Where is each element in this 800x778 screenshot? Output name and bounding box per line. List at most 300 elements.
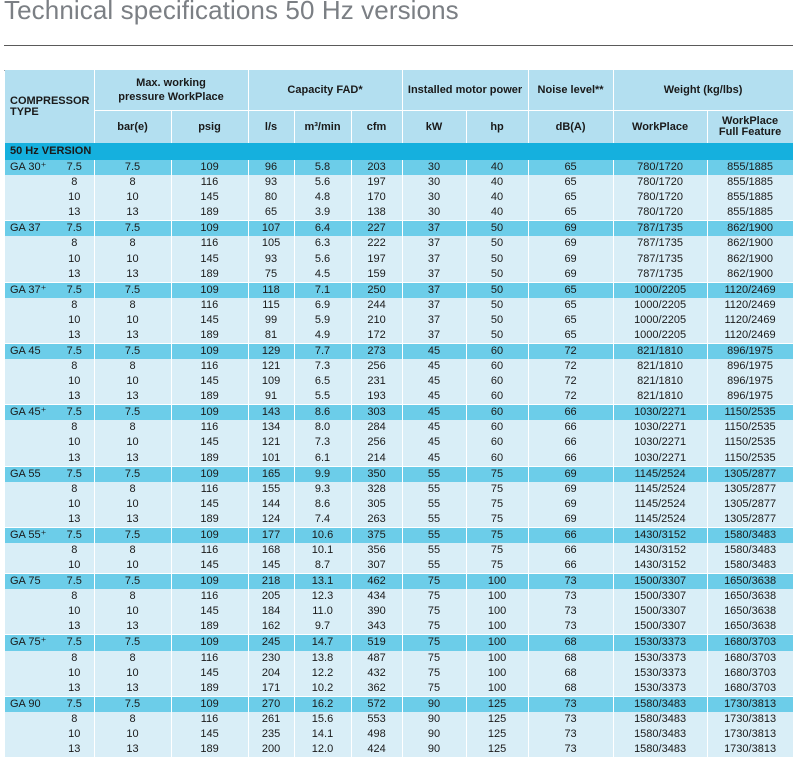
weight-workplace-cell: 1580/3483 bbox=[613, 727, 707, 742]
cfm-cell: 227 bbox=[351, 221, 402, 237]
weight-workplace-cell: 1430/3152 bbox=[613, 527, 707, 543]
hp-cell: 125 bbox=[466, 712, 528, 727]
weight-workplace-cell: 787/1735 bbox=[613, 236, 707, 251]
bar-cell: 7.5 bbox=[94, 527, 171, 543]
subheader-cfm: cfm bbox=[351, 111, 402, 144]
ls-cell: 145 bbox=[248, 558, 294, 574]
header-noise: Noise level** bbox=[528, 70, 613, 111]
m3min-cell: 5.8 bbox=[294, 160, 351, 175]
weight-workplace-cell: 1145/2524 bbox=[613, 497, 707, 512]
compressor-type-cell bbox=[5, 558, 55, 574]
weight-full-feature-cell: 855/1885 bbox=[707, 190, 793, 205]
weight-workplace-cell: 1030/2271 bbox=[613, 420, 707, 435]
psig-cell: 145 bbox=[171, 190, 248, 205]
table-row bbox=[5, 635, 793, 651]
compressor-type-cell: GA 75⁺ bbox=[5, 635, 55, 651]
m3min-cell: 5.6 bbox=[294, 251, 351, 266]
cfm-cell: 305 bbox=[351, 497, 402, 512]
m3min-cell: 14.7 bbox=[294, 635, 351, 651]
weight-full-feature-cell: 862/1900 bbox=[707, 236, 793, 251]
compressor-type-cell bbox=[5, 742, 55, 757]
hp-cell: 40 bbox=[466, 160, 528, 175]
weight-workplace-cell: 821/1810 bbox=[613, 343, 707, 359]
weight-full-feature-cell: 1580/3483 bbox=[707, 527, 793, 543]
compressor-type-cell bbox=[5, 666, 55, 681]
hp-cell: 75 bbox=[466, 512, 528, 528]
bar-cell: 10 bbox=[94, 666, 171, 681]
table-row bbox=[5, 405, 793, 421]
cfm-cell: 434 bbox=[351, 589, 402, 604]
kw-cell: 90 bbox=[402, 712, 466, 727]
bar-cell: 10 bbox=[94, 190, 171, 205]
weight-full-feature-cell: 1120/2469 bbox=[707, 328, 793, 344]
hp-cell: 60 bbox=[466, 420, 528, 435]
bar-cell: 8 bbox=[94, 712, 171, 727]
m3min-cell: 6.1 bbox=[294, 450, 351, 466]
type-pressure-cell: 13 bbox=[55, 389, 94, 405]
table-row bbox=[5, 558, 793, 574]
table-row bbox=[5, 619, 793, 635]
weight-full-feature-cell: 1680/3703 bbox=[707, 651, 793, 666]
dba-cell: 73 bbox=[528, 727, 613, 742]
hp-cell: 50 bbox=[466, 251, 528, 266]
table-row bbox=[5, 190, 793, 205]
header-capacity: Capacity FAD* bbox=[248, 70, 402, 111]
psig-cell: 145 bbox=[171, 727, 248, 742]
type-pressure-cell: 13 bbox=[55, 619, 94, 635]
psig-cell: 189 bbox=[171, 619, 248, 635]
bar-cell: 13 bbox=[94, 267, 171, 283]
hp-cell: 50 bbox=[466, 328, 528, 344]
psig-cell: 116 bbox=[171, 651, 248, 666]
psig-cell: 145 bbox=[171, 251, 248, 266]
kw-cell: 75 bbox=[402, 604, 466, 619]
psig-cell: 189 bbox=[171, 328, 248, 344]
hp-cell: 60 bbox=[466, 389, 528, 405]
hp-cell: 40 bbox=[466, 205, 528, 221]
table-row bbox=[5, 681, 793, 697]
weight-full-feature-cell: 1650/3638 bbox=[707, 604, 793, 619]
psig-cell: 189 bbox=[171, 681, 248, 697]
ls-cell: 218 bbox=[248, 574, 294, 590]
weight-full-feature-cell: 1680/3703 bbox=[707, 681, 793, 697]
weight-full-feature-cell: 1120/2469 bbox=[707, 298, 793, 313]
weight-workplace-cell: 1580/3483 bbox=[613, 742, 707, 757]
m3min-cell: 10.1 bbox=[294, 543, 351, 558]
table-row bbox=[5, 466, 793, 482]
compressor-type-cell bbox=[5, 298, 55, 313]
subheader-hp: hp bbox=[466, 111, 528, 144]
ls-cell: 115 bbox=[248, 298, 294, 313]
weight-workplace-cell: 780/1720 bbox=[613, 160, 707, 175]
kw-cell: 90 bbox=[402, 696, 466, 712]
m3min-cell: 13.1 bbox=[294, 574, 351, 590]
table-header bbox=[5, 70, 793, 143]
compressor-type-cell: GA 37⁺ bbox=[5, 282, 55, 298]
weight-workplace-cell: 1530/3373 bbox=[613, 635, 707, 651]
ls-cell: 101 bbox=[248, 450, 294, 466]
bar-cell: 7.5 bbox=[94, 466, 171, 482]
table-row bbox=[5, 251, 793, 266]
m3min-cell: 4.8 bbox=[294, 190, 351, 205]
compressor-type-cell: GA 55 bbox=[5, 466, 55, 482]
ls-cell: 162 bbox=[248, 619, 294, 635]
bar-cell: 8 bbox=[94, 420, 171, 435]
subheader-psig: psig bbox=[171, 111, 248, 144]
ls-cell: 168 bbox=[248, 543, 294, 558]
hp-cell: 40 bbox=[466, 190, 528, 205]
table-body bbox=[5, 143, 793, 757]
type-pressure-cell: 10 bbox=[55, 727, 94, 742]
table-row bbox=[5, 374, 793, 389]
m3min-cell: 7.1 bbox=[294, 282, 351, 298]
type-pressure-cell: 7.5 bbox=[55, 282, 94, 298]
kw-cell: 37 bbox=[402, 221, 466, 237]
kw-cell: 37 bbox=[402, 298, 466, 313]
cfm-cell: 193 bbox=[351, 389, 402, 405]
hp-cell: 75 bbox=[466, 466, 528, 482]
type-pressure-cell: 7.5 bbox=[55, 696, 94, 712]
dba-cell: 72 bbox=[528, 389, 613, 405]
m3min-cell: 15.6 bbox=[294, 712, 351, 727]
weight-workplace-cell: 780/1720 bbox=[613, 175, 707, 190]
cfm-cell: 375 bbox=[351, 527, 402, 543]
hp-cell: 75 bbox=[466, 497, 528, 512]
m3min-cell: 4.9 bbox=[294, 328, 351, 344]
hp-cell: 100 bbox=[466, 604, 528, 619]
psig-cell: 116 bbox=[171, 359, 248, 374]
table-row bbox=[5, 482, 793, 497]
weight-workplace-cell: 1580/3483 bbox=[613, 712, 707, 727]
kw-cell: 75 bbox=[402, 619, 466, 635]
weight-workplace-cell: 780/1720 bbox=[613, 205, 707, 221]
weight-workplace-cell: 787/1735 bbox=[613, 221, 707, 237]
title-rule bbox=[4, 45, 793, 46]
type-pressure-cell: 7.5 bbox=[55, 221, 94, 237]
psig-cell: 116 bbox=[171, 712, 248, 727]
bar-cell: 8 bbox=[94, 651, 171, 666]
weight-full-feature-cell: 1120/2469 bbox=[707, 313, 793, 328]
psig-cell: 145 bbox=[171, 666, 248, 681]
weight-full-feature-cell: 1580/3483 bbox=[707, 558, 793, 574]
dba-cell: 73 bbox=[528, 742, 613, 757]
compressor-type-cell bbox=[5, 681, 55, 697]
m3min-cell: 8.6 bbox=[294, 405, 351, 421]
weight-full-feature-cell: 1650/3638 bbox=[707, 574, 793, 590]
m3min-cell: 11.0 bbox=[294, 604, 351, 619]
compressor-type-cell: GA 75 bbox=[5, 574, 55, 590]
ls-cell: 230 bbox=[248, 651, 294, 666]
hp-cell: 50 bbox=[466, 236, 528, 251]
cfm-cell: 572 bbox=[351, 696, 402, 712]
cfm-cell: 159 bbox=[351, 267, 402, 283]
compressor-type-cell bbox=[5, 619, 55, 635]
compressor-type-cell bbox=[5, 389, 55, 405]
weight-full-feature-cell: 1305/2877 bbox=[707, 482, 793, 497]
hp-cell: 40 bbox=[466, 175, 528, 190]
type-pressure-cell: 8 bbox=[55, 236, 94, 251]
bar-cell: 13 bbox=[94, 205, 171, 221]
dba-cell: 72 bbox=[528, 343, 613, 359]
table-row bbox=[5, 282, 793, 298]
table-row bbox=[5, 420, 793, 435]
compressor-type-cell: GA 45 bbox=[5, 343, 55, 359]
m3min-cell: 10.6 bbox=[294, 527, 351, 543]
kw-cell: 37 bbox=[402, 251, 466, 266]
compressor-type-cell bbox=[5, 175, 55, 190]
dba-cell: 65 bbox=[528, 205, 613, 221]
weight-full-feature-cell: 1650/3638 bbox=[707, 589, 793, 604]
m3min-cell: 3.9 bbox=[294, 205, 351, 221]
subheader-full-feature: WorkPlace Full Feature bbox=[707, 111, 793, 144]
compressor-type-cell bbox=[5, 482, 55, 497]
table-row bbox=[5, 666, 793, 681]
dba-cell: 66 bbox=[528, 558, 613, 574]
hp-cell: 50 bbox=[466, 298, 528, 313]
type-pressure-cell: 8 bbox=[55, 175, 94, 190]
dba-cell: 69 bbox=[528, 221, 613, 237]
bar-cell: 10 bbox=[94, 313, 171, 328]
bar-cell: 8 bbox=[94, 589, 171, 604]
cfm-cell: 210 bbox=[351, 313, 402, 328]
dba-cell: 69 bbox=[528, 236, 613, 251]
subheader-kw: kW bbox=[402, 111, 466, 144]
psig-cell: 116 bbox=[171, 175, 248, 190]
weight-full-feature-cell: 1680/3703 bbox=[707, 666, 793, 681]
cfm-cell: 214 bbox=[351, 450, 402, 466]
weight-full-feature-cell: 896/1975 bbox=[707, 389, 793, 405]
cfm-cell: 250 bbox=[351, 282, 402, 298]
dba-cell: 69 bbox=[528, 267, 613, 283]
table-row bbox=[5, 450, 793, 466]
dba-cell: 69 bbox=[528, 512, 613, 528]
type-pressure-cell: 13 bbox=[55, 205, 94, 221]
table-row bbox=[5, 712, 793, 727]
bar-cell: 8 bbox=[94, 236, 171, 251]
weight-full-feature-cell: 896/1975 bbox=[707, 359, 793, 374]
m3min-cell: 16.2 bbox=[294, 696, 351, 712]
cfm-cell: 362 bbox=[351, 681, 402, 697]
kw-cell: 37 bbox=[402, 236, 466, 251]
kw-cell: 37 bbox=[402, 267, 466, 283]
psig-cell: 189 bbox=[171, 742, 248, 757]
kw-cell: 55 bbox=[402, 558, 466, 574]
psig-cell: 145 bbox=[171, 604, 248, 619]
bar-cell: 7.5 bbox=[94, 635, 171, 651]
kw-cell: 75 bbox=[402, 635, 466, 651]
weight-workplace-cell: 821/1810 bbox=[613, 374, 707, 389]
cfm-cell: 284 bbox=[351, 420, 402, 435]
dba-cell: 68 bbox=[528, 651, 613, 666]
type-pressure-cell: 10 bbox=[55, 251, 94, 266]
weight-workplace-cell: 1000/2205 bbox=[613, 282, 707, 298]
kw-cell: 55 bbox=[402, 527, 466, 543]
kw-cell: 90 bbox=[402, 742, 466, 757]
type-pressure-cell: 8 bbox=[55, 651, 94, 666]
subheader-workplace: WorkPlace bbox=[613, 111, 707, 144]
bar-cell: 7.5 bbox=[94, 282, 171, 298]
psig-cell: 109 bbox=[171, 574, 248, 590]
m3min-cell: 8.6 bbox=[294, 497, 351, 512]
type-pressure-cell: 13 bbox=[55, 450, 94, 466]
bar-cell: 13 bbox=[94, 512, 171, 528]
compressor-type-cell bbox=[5, 374, 55, 389]
dba-cell: 68 bbox=[528, 635, 613, 651]
compressor-type-cell: GA 45⁺ bbox=[5, 405, 55, 421]
psig-cell: 116 bbox=[171, 420, 248, 435]
dba-cell: 73 bbox=[528, 589, 613, 604]
bar-cell: 10 bbox=[94, 435, 171, 450]
weight-full-feature-cell: 1580/3483 bbox=[707, 543, 793, 558]
dba-cell: 65 bbox=[528, 298, 613, 313]
dba-cell: 73 bbox=[528, 712, 613, 727]
kw-cell: 90 bbox=[402, 727, 466, 742]
ls-cell: 118 bbox=[248, 282, 294, 298]
ls-cell: 109 bbox=[248, 374, 294, 389]
weight-full-feature-cell: 896/1975 bbox=[707, 374, 793, 389]
table-row bbox=[5, 389, 793, 405]
psig-cell: 116 bbox=[171, 298, 248, 313]
weight-full-feature-cell: 1120/2469 bbox=[707, 282, 793, 298]
bar-cell: 13 bbox=[94, 328, 171, 344]
ls-cell: 144 bbox=[248, 497, 294, 512]
kw-cell: 45 bbox=[402, 374, 466, 389]
dba-cell: 65 bbox=[528, 160, 613, 175]
cfm-cell: 350 bbox=[351, 466, 402, 482]
type-pressure-cell: 8 bbox=[55, 359, 94, 374]
type-pressure-cell: 10 bbox=[55, 190, 94, 205]
cfm-cell: 172 bbox=[351, 328, 402, 344]
table-row bbox=[5, 236, 793, 251]
type-pressure-cell: 10 bbox=[55, 497, 94, 512]
psig-cell: 145 bbox=[171, 497, 248, 512]
psig-cell: 109 bbox=[171, 696, 248, 712]
m3min-cell: 9.7 bbox=[294, 619, 351, 635]
ls-cell: 105 bbox=[248, 236, 294, 251]
compressor-type-cell bbox=[5, 435, 55, 450]
weight-full-feature-cell: 1150/2535 bbox=[707, 435, 793, 450]
bar-cell: 10 bbox=[94, 497, 171, 512]
kw-cell: 30 bbox=[402, 190, 466, 205]
psig-cell: 109 bbox=[171, 282, 248, 298]
kw-cell: 75 bbox=[402, 651, 466, 666]
table-row bbox=[5, 604, 793, 619]
ls-cell: 245 bbox=[248, 635, 294, 651]
ls-cell: 134 bbox=[248, 420, 294, 435]
kw-cell: 30 bbox=[402, 175, 466, 190]
kw-cell: 30 bbox=[402, 205, 466, 221]
hp-cell: 60 bbox=[466, 374, 528, 389]
kw-cell: 55 bbox=[402, 466, 466, 482]
hp-cell: 75 bbox=[466, 482, 528, 497]
ls-cell: 93 bbox=[248, 175, 294, 190]
m3min-cell: 6.4 bbox=[294, 221, 351, 237]
m3min-cell: 5.6 bbox=[294, 175, 351, 190]
psig-cell: 109 bbox=[171, 221, 248, 237]
ls-cell: 121 bbox=[248, 435, 294, 450]
hp-cell: 125 bbox=[466, 727, 528, 742]
psig-cell: 189 bbox=[171, 450, 248, 466]
ls-cell: 155 bbox=[248, 482, 294, 497]
type-pressure-cell: 7.5 bbox=[55, 160, 94, 175]
kw-cell: 45 bbox=[402, 420, 466, 435]
subheader-bar: bar(e) bbox=[94, 111, 171, 144]
cfm-cell: 197 bbox=[351, 251, 402, 266]
weight-workplace-cell: 787/1735 bbox=[613, 251, 707, 266]
weight-workplace-cell: 1145/2524 bbox=[613, 482, 707, 497]
compressor-type-cell: GA 30⁺ bbox=[5, 160, 55, 175]
kw-cell: 55 bbox=[402, 543, 466, 558]
dba-cell: 73 bbox=[528, 604, 613, 619]
dba-cell: 72 bbox=[528, 359, 613, 374]
table-row bbox=[5, 205, 793, 221]
cfm-cell: 170 bbox=[351, 190, 402, 205]
psig-cell: 145 bbox=[171, 435, 248, 450]
hp-cell: 60 bbox=[466, 343, 528, 359]
ls-cell: 171 bbox=[248, 681, 294, 697]
weight-workplace-cell: 787/1735 bbox=[613, 267, 707, 283]
weight-full-feature-cell: 1150/2535 bbox=[707, 420, 793, 435]
compressor-type-cell bbox=[5, 251, 55, 266]
m3min-cell: 14.1 bbox=[294, 727, 351, 742]
ls-cell: 80 bbox=[248, 190, 294, 205]
table-row bbox=[5, 328, 793, 344]
ls-cell: 165 bbox=[248, 466, 294, 482]
bar-cell: 7.5 bbox=[94, 574, 171, 590]
compressor-type-cell bbox=[5, 190, 55, 205]
ls-cell: 96 bbox=[248, 160, 294, 175]
bar-cell: 10 bbox=[94, 727, 171, 742]
weight-full-feature-cell: 855/1885 bbox=[707, 205, 793, 221]
weight-workplace-cell: 1030/2271 bbox=[613, 450, 707, 466]
weight-workplace-cell: 1500/3307 bbox=[613, 619, 707, 635]
cfm-cell: 462 bbox=[351, 574, 402, 590]
kw-cell: 75 bbox=[402, 574, 466, 590]
compressor-type-cell bbox=[5, 313, 55, 328]
weight-workplace-cell: 1430/3152 bbox=[613, 543, 707, 558]
compressor-type-cell bbox=[5, 589, 55, 604]
weight-full-feature-cell: 1650/3638 bbox=[707, 619, 793, 635]
ls-cell: 107 bbox=[248, 221, 294, 237]
ls-cell: 270 bbox=[248, 696, 294, 712]
m3min-cell: 5.5 bbox=[294, 389, 351, 405]
m3min-cell: 5.9 bbox=[294, 313, 351, 328]
ls-cell: 129 bbox=[248, 343, 294, 359]
weight-workplace-cell: 1000/2205 bbox=[613, 298, 707, 313]
compressor-type-cell bbox=[5, 512, 55, 528]
weight-full-feature-cell: 1730/3813 bbox=[707, 696, 793, 712]
ls-cell: 261 bbox=[248, 712, 294, 727]
psig-cell: 109 bbox=[171, 635, 248, 651]
bar-cell: 13 bbox=[94, 619, 171, 635]
table-row bbox=[5, 727, 793, 742]
psig-cell: 109 bbox=[171, 466, 248, 482]
psig-cell: 116 bbox=[171, 543, 248, 558]
type-pressure-cell: 7.5 bbox=[55, 527, 94, 543]
hp-cell: 100 bbox=[466, 651, 528, 666]
table-row bbox=[5, 696, 793, 712]
m3min-cell: 7.3 bbox=[294, 359, 351, 374]
kw-cell: 45 bbox=[402, 450, 466, 466]
weight-full-feature-cell: 862/1900 bbox=[707, 221, 793, 237]
weight-full-feature-cell: 1305/2877 bbox=[707, 497, 793, 512]
table-row bbox=[5, 527, 793, 543]
ls-cell: 235 bbox=[248, 727, 294, 742]
cfm-cell: 222 bbox=[351, 236, 402, 251]
hp-cell: 60 bbox=[466, 405, 528, 421]
weight-workplace-cell: 1500/3307 bbox=[613, 574, 707, 590]
bar-cell: 10 bbox=[94, 251, 171, 266]
